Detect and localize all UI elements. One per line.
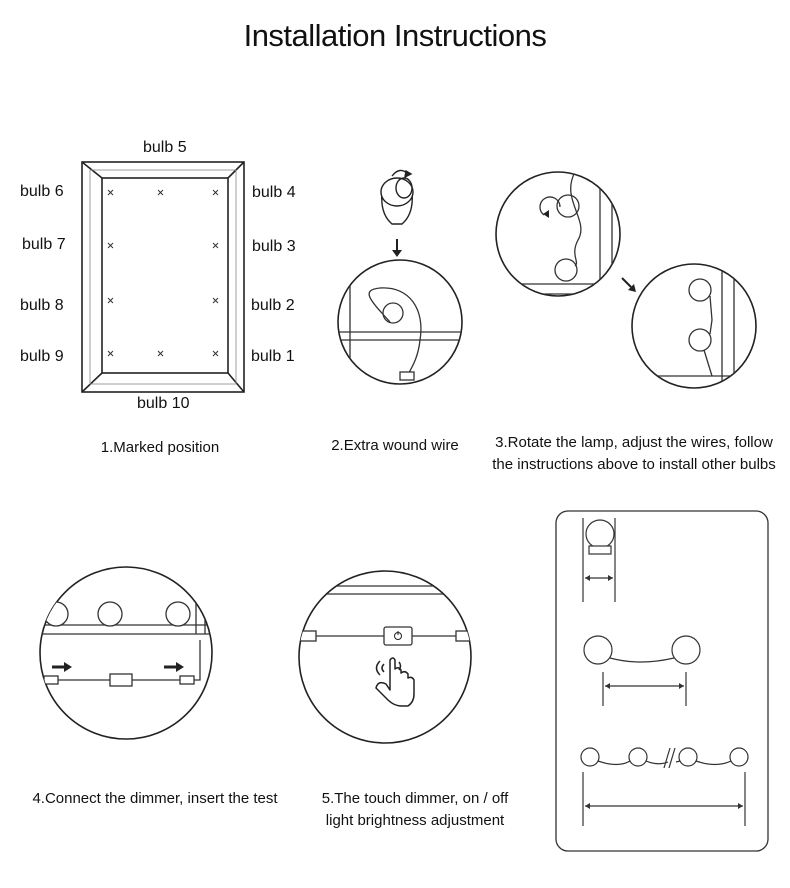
- mark-x: [158, 351, 163, 356]
- step-5-caption-line-1: 5.The touch dimmer, on / off: [321, 790, 509, 807]
- step-3-caption-line-1: 3.Rotate the lamp, adjust the wires, follow: [495, 434, 773, 451]
- bulb-7-label: bulb 7: [22, 236, 66, 253]
- step-3-caption-line-2: the instructions above to install other bulbs: [492, 456, 776, 473]
- mark-x: [108, 190, 113, 195]
- rotate-bulb-icon: [381, 170, 413, 224]
- arrow-diagonal-icon: [622, 278, 636, 292]
- mark-x: [213, 351, 218, 356]
- step-1-caption: 1.Marked position: [100, 439, 220, 456]
- mark-x: [213, 298, 218, 303]
- mark-x: [213, 190, 218, 195]
- bulb-1-label: bulb 1: [251, 348, 295, 365]
- mark-x: [108, 298, 113, 303]
- frame-inner: [102, 178, 228, 373]
- bulb-4-label: bulb 4: [252, 184, 296, 201]
- hand-pointer-icon: [376, 658, 414, 706]
- mark-x: [158, 190, 163, 195]
- rotate-arrow-icon: [543, 210, 549, 218]
- arrow-down-icon: [392, 239, 402, 257]
- mark-x: [108, 243, 113, 248]
- step-5-caption-line-2: light brightness adjustment: [325, 812, 505, 829]
- bulb-9-label: bulb 9: [20, 348, 64, 365]
- arrow-right-icon: [52, 662, 72, 672]
- step-2-caption: 2.Extra wound wire: [331, 437, 459, 454]
- page-title: Installation Instructions: [243, 18, 547, 53]
- bulb-6-label: bulb 6: [20, 183, 64, 200]
- bulb-8-label: bulb 8: [20, 297, 64, 314]
- frame-outer: [82, 162, 244, 392]
- mark-x: [213, 243, 218, 248]
- power-icon: [395, 631, 402, 640]
- bulb-10-label: bulb 10: [137, 395, 190, 412]
- step-4-caption: 4.Connect the dimmer, insert the test: [32, 790, 278, 807]
- bulb-3-label: bulb 3: [252, 238, 296, 255]
- mark-x: [108, 351, 113, 356]
- bulb-5-label: bulb 5: [143, 139, 187, 156]
- bulb-2-label: bulb 2: [251, 297, 295, 314]
- arrow-right-icon: [164, 662, 184, 672]
